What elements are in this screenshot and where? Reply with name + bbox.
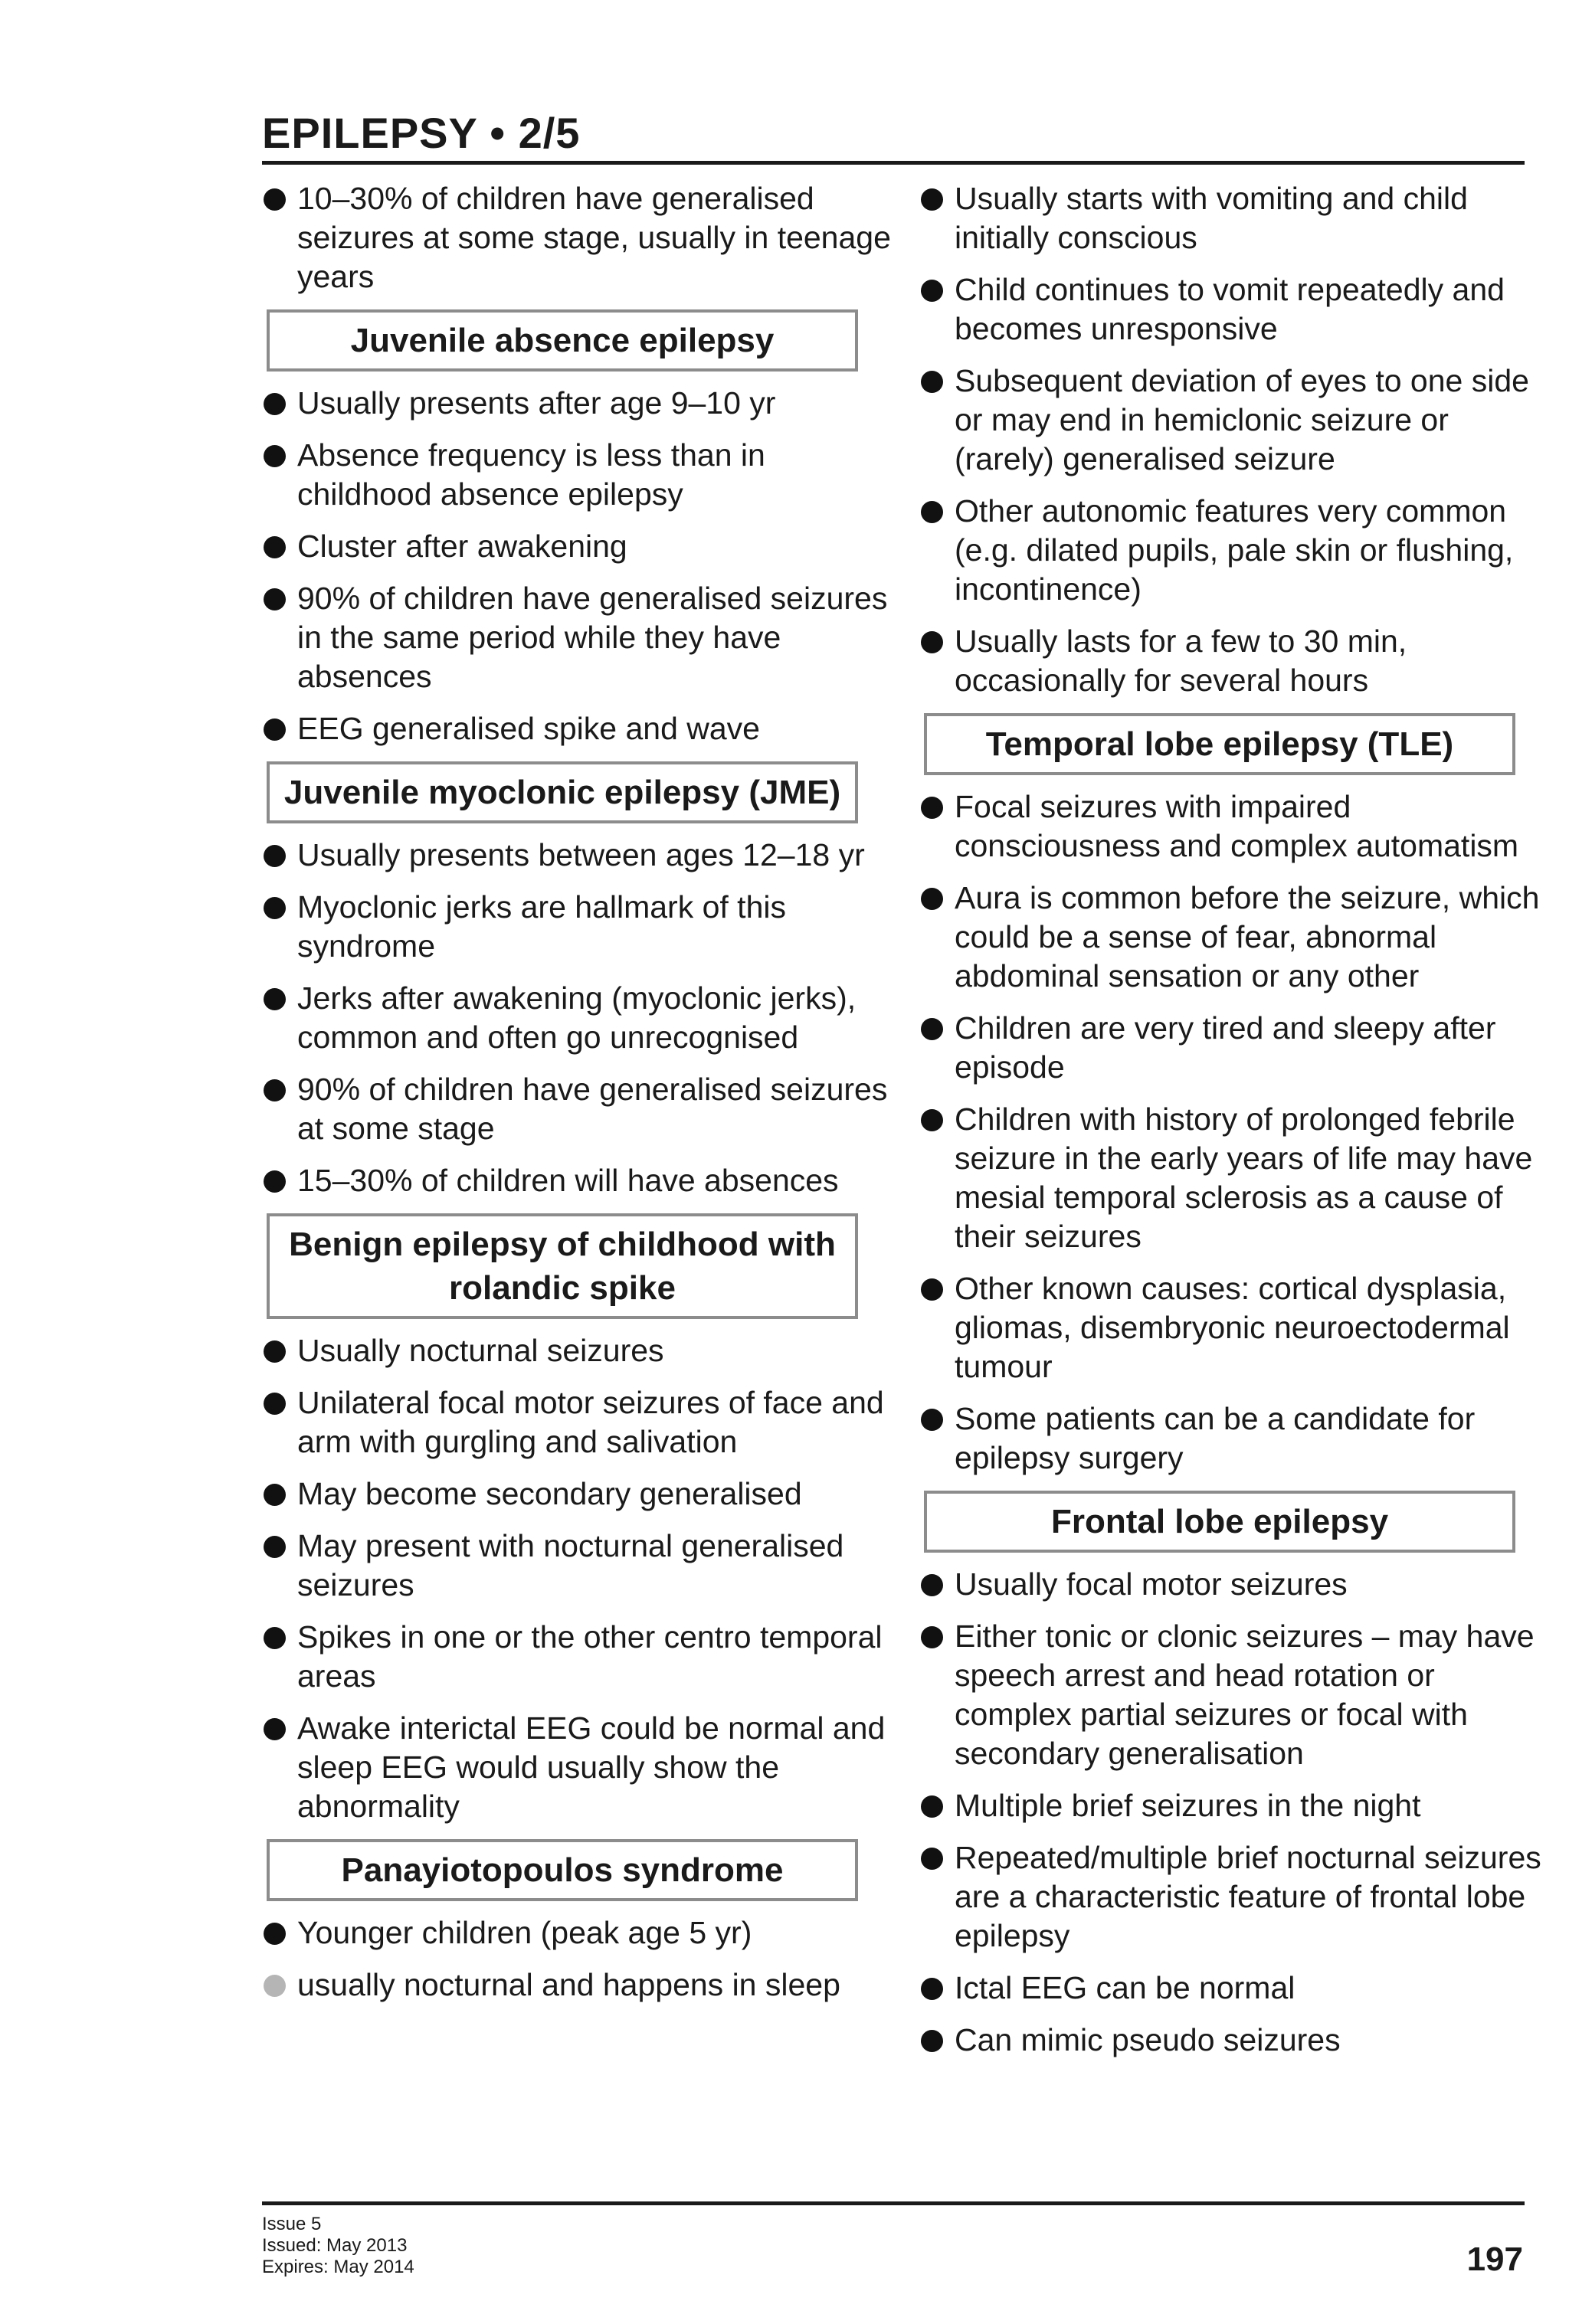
section-heading-panayiotopoulos-syndrome: Panayiotopoulos syndrome <box>267 1839 858 1901</box>
bullet-icon <box>921 280 943 302</box>
bullet-icon <box>921 1278 943 1301</box>
list-item <box>260 436 896 514</box>
intro-list <box>260 179 896 296</box>
list-item <box>260 1527 896 1605</box>
left-column <box>260 179 896 2018</box>
intro-list <box>918 179 1554 700</box>
list-item <box>918 1786 1554 1825</box>
list-item <box>918 1399 1554 1478</box>
section-list <box>918 1565 1554 2060</box>
bullet-icon <box>264 1484 286 1506</box>
item-text: Unilateral focal motor seizures of face and arm with gurgling and salivation <box>297 1385 884 1459</box>
item-text: Myoclonic jerks are hallmark of this syndrome <box>297 889 786 964</box>
list-item <box>918 1969 1554 2008</box>
bullet-icon <box>264 988 286 1010</box>
bullet-icon <box>264 897 286 919</box>
bullet-icon <box>264 1079 286 1101</box>
section-list <box>260 1331 896 1826</box>
bullet-icon <box>921 1626 943 1648</box>
bullet-icon <box>264 1627 286 1649</box>
item-text: 15–30% of children will have absences <box>297 1163 839 1198</box>
bullet-icon <box>921 371 943 393</box>
page-number: 197 <box>1466 2241 1523 2278</box>
expires-date: Expires: May 2014 <box>262 2257 414 2277</box>
bullet-icon <box>921 1109 943 1131</box>
section-list <box>918 787 1554 1478</box>
list-item <box>918 2021 1554 2060</box>
list-item <box>918 1617 1554 1773</box>
bullet-icon <box>921 1795 943 1818</box>
list-item <box>918 622 1554 700</box>
item-text: Multiple brief seizures in the night <box>955 1788 1421 1823</box>
list-item <box>260 1161 896 1200</box>
list-item <box>918 1100 1554 1256</box>
item-text: Absence frequency is less than in childhood absence epilepsy <box>297 437 765 512</box>
item-text: 90% of children have generalised seizures in the same period while they have absences <box>297 581 888 694</box>
list-item <box>260 1070 896 1148</box>
item-text: Usually nocturnal seizures <box>297 1333 664 1368</box>
bullet-icon <box>921 1574 943 1596</box>
list-item <box>260 1913 896 1952</box>
item-text: Spikes in one or the other centro temporal areas <box>297 1619 883 1694</box>
list-item <box>260 179 896 296</box>
list-item <box>918 879 1554 996</box>
bullet-icon <box>264 588 286 610</box>
item-text: May become secondary generalised <box>297 1476 802 1511</box>
item-text: EEG generalised spike and wave <box>297 711 760 746</box>
list-item <box>260 527 896 566</box>
section-heading-juvenile-myoclonic-epilepsy: Juvenile myoclonic epilepsy (JME) <box>267 761 858 823</box>
item-text: Usually starts with vomiting and child initially conscious <box>955 181 1468 255</box>
item-text: Children with history of prolonged febrile seizure in the early years of life may have mesial temporal sclerosis as a cause of their seizures <box>955 1101 1533 1254</box>
item-text: Either tonic or clonic seizures – may have speech arrest and head rotation or complex partial seizures or focal with secondary generalisation <box>955 1619 1535 1771</box>
bullet-icon <box>921 2030 943 2052</box>
bullet-icon <box>264 445 286 467</box>
bullet-icon <box>264 188 286 211</box>
list-item <box>260 1383 896 1462</box>
item-text: Other known causes: cortical dysplasia, gliomas, disembryonic neuroectodermal tumour <box>955 1271 1510 1384</box>
bullet-icon <box>921 1978 943 2000</box>
bullet-icon <box>921 631 943 653</box>
list-item <box>260 979 896 1057</box>
section-heading-juvenile-absence-epilepsy: Juvenile absence epilepsy <box>267 309 858 372</box>
list-item <box>260 888 896 966</box>
item-text: Children are very tired and sleepy after episode <box>955 1010 1496 1085</box>
list-item <box>260 709 896 748</box>
bullet-icon <box>921 1409 943 1431</box>
item-text: Usually lasts for a few to 30 min, occasionally for several hours <box>955 624 1407 698</box>
list-item <box>918 1009 1554 1087</box>
list-item <box>918 1565 1554 1604</box>
item-text: Usually presents after age 9–10 yr <box>297 385 776 421</box>
list-item <box>260 1475 896 1514</box>
section-list <box>260 384 896 748</box>
item-text: Some patients can be a candidate for epilepsy surgery <box>955 1401 1476 1475</box>
bullet-icon <box>264 1923 286 1945</box>
section-heading-frontal-lobe-epilepsy: Frontal lobe epilepsy <box>924 1491 1515 1553</box>
list-item <box>918 270 1554 349</box>
list-item <box>918 362 1554 479</box>
list-item <box>918 179 1554 257</box>
section-list <box>260 836 896 1200</box>
bullet-icon <box>264 845 286 867</box>
bullet-icon <box>264 536 286 558</box>
right-column <box>918 179 1554 2073</box>
list-item <box>260 836 896 875</box>
section-heading-temporal-lobe-epilepsy: Temporal lobe epilepsy (TLE) <box>924 713 1515 775</box>
item-text: May present with nocturnal generalised seizures <box>297 1528 844 1602</box>
section-heading-benign-rolandic-epilepsy: Benign epilepsy of childhood with rolandic spike <box>267 1213 858 1319</box>
item-text: Jerks after awakening (myoclonic jerks), common and often go unrecognised <box>297 980 857 1055</box>
list-item <box>918 1838 1554 1956</box>
issue-info <box>262 2214 414 2278</box>
item-text: Focal seizures with impaired consciousness and complex automatism <box>955 789 1519 863</box>
item-text: Repeated/multiple brief nocturnal seizures are a characteristic feature of frontal lobe epilepsy <box>955 1840 1541 1953</box>
bullet-icon <box>264 1170 286 1193</box>
issue-label: Issue 5 <box>262 2214 322 2234</box>
list-item <box>260 579 896 696</box>
bullet-icon <box>264 1536 286 1558</box>
bullet-icon <box>921 797 943 819</box>
page-title: EPILEPSY • 2/5 <box>262 109 581 157</box>
item-text: Usually presents between ages 12–18 yr <box>297 837 865 872</box>
issued-date: Issued: May 2013 <box>262 2235 408 2256</box>
item-text: Other autonomic features very common (e.g. dilated pupils, pale skin or flushing, incontinence) <box>955 493 1514 607</box>
list-item <box>918 787 1554 866</box>
item-text: Aura is common before the seizure, which could be a sense of fear, abnormal abdominal sensation or any other <box>955 880 1540 993</box>
item-text: Usually focal motor seizures <box>955 1566 1348 1602</box>
list-item <box>918 492 1554 609</box>
item-text: Awake interictal EEG could be normal and sleep EEG would usually show the abnormality <box>297 1710 886 1824</box>
item-text: Ictal EEG can be normal <box>955 1970 1295 2005</box>
bullet-icon <box>921 188 943 211</box>
list-item <box>260 1618 896 1696</box>
bullet-icon <box>921 501 943 523</box>
header-rule <box>262 161 1525 165</box>
bullet-icon <box>264 1718 286 1740</box>
item-text: 10–30% of children have generalised seizures at some stage, usually in teenage years <box>297 181 891 294</box>
item-text: Child continues to vomit repeatedly and becomes unresponsive <box>955 272 1505 346</box>
item-text: Subsequent deviation of eyes to one side or may end in hemiclonic seizure or (rarely) generalised seizure <box>955 363 1529 476</box>
bullet-icon <box>264 393 286 415</box>
bullet-icon <box>264 1393 286 1415</box>
bullet-icon <box>921 1018 943 1040</box>
item-text: Can mimic pseudo seizures <box>955 2022 1341 2057</box>
item-text: usually nocturnal and happens in sleep <box>297 1967 840 2002</box>
footer-rule <box>262 2201 1525 2205</box>
list-item <box>260 384 896 423</box>
item-text: 90% of children have generalised seizures at some stage <box>297 1072 888 1146</box>
list-item <box>260 1966 896 2005</box>
list-item <box>260 1709 896 1826</box>
item-text: Cluster after awakening <box>297 529 627 564</box>
bullet-icon <box>921 888 943 910</box>
bullet-icon <box>264 1340 286 1363</box>
list-item <box>260 1331 896 1370</box>
item-text: Younger children (peak age 5 yr) <box>297 1915 752 1950</box>
grey-bullet-icon <box>264 1975 286 1997</box>
section-list <box>260 1913 896 2005</box>
bullet-icon <box>921 1848 943 1870</box>
bullet-icon <box>264 718 286 741</box>
list-item <box>918 1269 1554 1386</box>
